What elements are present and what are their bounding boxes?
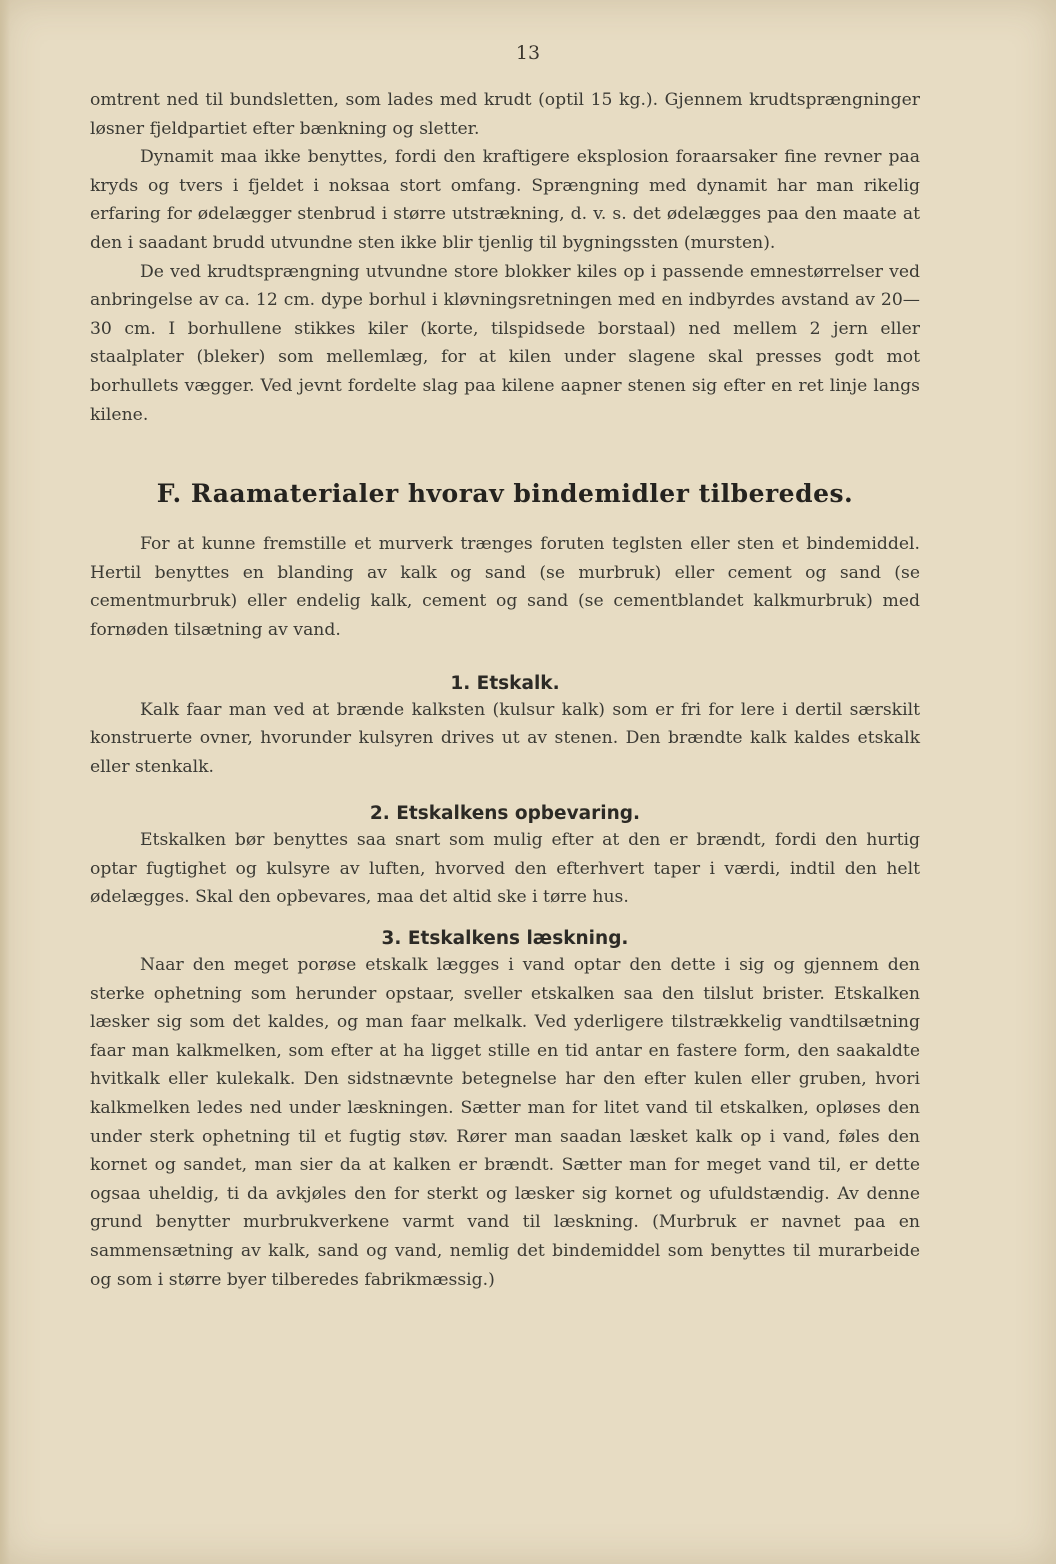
subsection-text-laeskning: Naar den meget porøse etskalk lægges i vand optar den dette i sig og gjennem den sterke ophetning som herunder opstaar, sveller etskalken saa den tilslut brister. Etskalken læsker sig som det kaldes, og man faar melkalk. Ved yderligere tilstrækkelig vandtilsætning faar man kalkmelken, som efter at ha ligget stille en tid antar en fastere form, den saakaldte hvitkalk eller kulekalk. Den sidstnævnte betegnelse har den efter kulen eller gruben, hvori kalkmelken ledes ned under læskningen. Sætter man for litet vand til etskalken, opløses den under sterk ophetning til et fugtig støv. Rører man saadan læsket kalk op i vand, føles den kornet og sandet, man sier da at kalken er brændt. Sætter man for meget vand til, er dette ogsaa uheldig, ti da avkjøles den for sterkt og læsker sig kornet og ufuldstændig. Av denne grund benytter murbrukverkene varmt vand til læskning. (Murbruk er navnet paa en sammensætning av kalk, sand og vand, nemlig det bindemiddel som benyttes til murarbeide og som i større byer tilberedes fabrikmæssig.) <box>90 955 920 1290</box>
subsection-text-etskalk: Kalk faar man ved at brænde kalksten (kulsur kalk) som er fri for lere i dertil særskilt konstruerte ovner, hvorunder kulsyren drives ut av stenen. Den brændte kalk kaldes etskalk eller stenkalk. <box>90 699 920 777</box>
paragraph-continued: omtrent ned til bundsletten, som lades med krudt (optil 15 kg.). Gjennem krudtsprængninger løsner fjeldpartiet efter bænkning og sletter. <box>90 90 920 139</box>
page-body <box>90 86 920 1294</box>
subsection-heading-laeskning: 3. Etskalkens læskning. <box>381 928 629 950</box>
section-heading: F. Raamaterialer hvorav bindemidler tilberedes. <box>156 479 854 509</box>
subsection-heading-etskalk: 1. Etskalk. <box>450 672 560 694</box>
paragraph-dynamite: Dynamit maa ikke benyttes, fordi den kraftigere eksplosion foraarsaker fine revner paa kryds og tvers i fjeldet i noksaa stort omfang. Sprængning med dynamit har man rikelig erfaring for ødelægger stenbrud i større utstrækning, d. v. s. det ødelægges paa den maate at den i saadant brudd utvundne sten ikke blir tjenlig til bygningssten (mursten). <box>90 147 920 253</box>
page-edge-shadow <box>0 0 10 1564</box>
paragraph-blocks: De ved krudtsprængning utvundne store blokker kiles op i passende emnestørrelser ved anbringelse av ca. 12 cm. dype borhul i kløvningsretningen med en indbyrdes avstand av 20—30 cm. I borhullene stikkes kiler (korte, tilspidsede borstaal) ned mellem 2 jern eller staalplater (bleker) som mellemlæg, for at kilen under slagene skal presses godt mot borhullets vægger. Ved jevnt fordelte slag paa kilene aapner stenen sig efter en ret linje langs kilene. <box>90 261 920 425</box>
subsection-text-opbevaring: Etskalken bør benyttes saa snart som mulig efter at den er brændt, fordi den hurtig optar fugtighet og kulsyre av luften, hvorved den efterhvert taper i værdi, indtil den helt ødelægges. Skal den opbevares, maa det altid ske i tørre hus. <box>90 830 920 908</box>
subsection-heading-opbevaring: 2. Etskalkens opbevaring. <box>369 803 641 825</box>
page-number: 13 <box>515 42 541 64</box>
section-intro: For at kunne fremstille et murverk trænges foruten teglsten eller sten et bindemiddel. Hertil benyttes en blanding av kalk og sand (se murbruk) eller cement og sand (se cementmurbruk) eller endelig kalk, cement og sand (se cementblandet kalkmurbruk) med fornøden tilsætning av vand. <box>90 534 920 640</box>
